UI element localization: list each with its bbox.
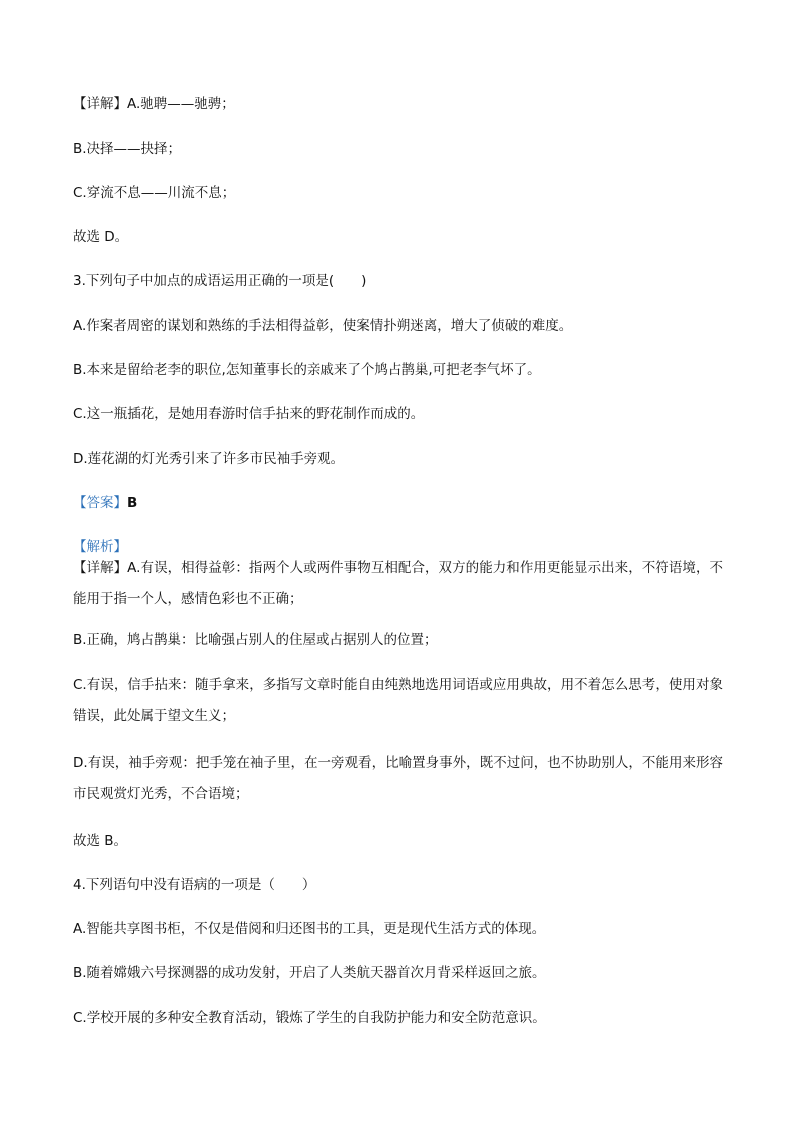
question-4-option-b: B.随着嫦娥六号探测器的成功发射，开启了人类航天器首次月背采样返回之旅。 [73, 965, 546, 981]
explanation-c: C.有误，信手拈来：随手拿来，多指写文章时能自由纯熟地选用词语或应用典故，用不着怎么思考，使用对象错误，此处属于望文生义； [73, 677, 723, 724]
question-4-option-a: A.智能共享图书柜，不仅是借阅和归还图书的工具，更是现代生活方式的体现。 [73, 921, 546, 937]
detail-line-c: C.穿流不息——川流不息； [73, 185, 236, 201]
question-3-option-d: D.莲花湖的灯光秀引来了许多市民袖手旁观。 [73, 451, 345, 467]
question-4-stem: 4.下列语句中没有语病的一项是（ ） [73, 877, 316, 893]
question-3-option-b: B.本来是留给老李的职位,怎知董事长的亲戚来了个鸠占鹊巢,可把老李气坏了。 [73, 362, 541, 378]
detail-line-a: 【详解】A.驰聘——驰骋； [73, 96, 235, 112]
explanation-a: 【详解】A.有误，相得益彰：指两个人或两件事物互相配合，双方的能力和作用更能显示出来，不符语境，不能用于指一个人，感情色彩也不正确； [73, 560, 723, 607]
question-3-stem: 3.下列句子中加点的成语运用正确的一项是( ) [73, 273, 367, 289]
answer-label: 【答案】 [73, 495, 127, 511]
explanation-d: D.有误，袖手旁观：把手笼在袖子里，在一旁观看，比喻置身事外，既不过问，也不协助别人，不能用来形容市民观赏灯光秀，不合语境； [73, 755, 723, 802]
question-3-option-c: C.这一瓶插花，是她用春游时信手拈来的野花制作而成的。 [73, 406, 425, 422]
question-3-conclusion: 故选 B。 [73, 833, 128, 849]
conclusion-line: 故选 D。 [73, 229, 129, 245]
question-3-option-a: A.作案者周密的谋划和熟练的手法相得益彰，使案情扑朔迷离，增大了侦破的难度。 [73, 318, 573, 334]
question-4-option-c: C.学校开展的多种安全教育活动，锻炼了学生的自我防护能力和安全防范意识。 [73, 1010, 546, 1026]
answer-line [73, 491, 723, 515]
answer-value: B [127, 495, 138, 511]
detail-line-b: B.决择——抉择； [73, 141, 182, 157]
explanation-b: B.正确，鸠占鹊巢：比喻强占别人的住屋或占据别人的位置； [73, 632, 438, 648]
analysis-label: 【解析】 [73, 539, 127, 555]
